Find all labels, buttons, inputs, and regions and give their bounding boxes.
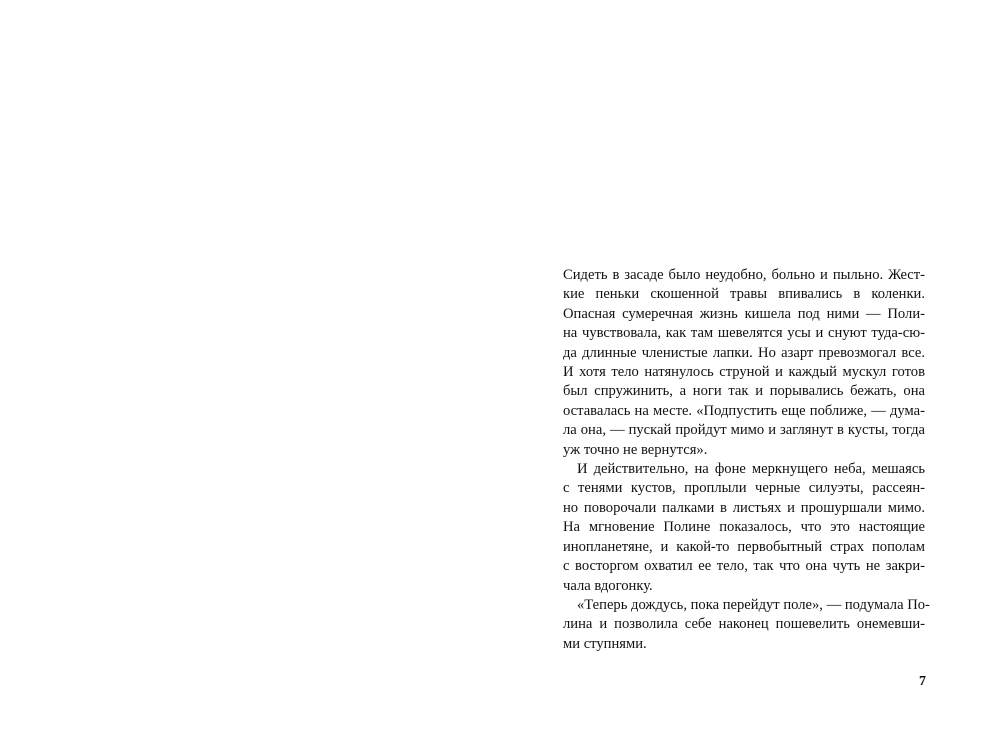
text-line: чала вдогонку.: [563, 577, 653, 594]
right-page: [500, 0, 1000, 750]
text-line: да длинные членистые лапки. Но азарт превозмогал все.: [563, 344, 925, 361]
text-line: был спружинить, а ноги так и порывались бежать, она: [563, 383, 925, 400]
text-line: с восторгом охватил ее тело, так что она чуть не закри-: [563, 558, 925, 575]
text-line: Сидеть в засаде было неудобно, больно и пыльно. Жест-: [563, 267, 925, 283]
text-line: На мгновение Полине показалось, что это настоящие: [563, 519, 925, 536]
text-line: лина и позволила себе наконец пошевелить онемевши-: [563, 616, 925, 633]
page-number: 7: [919, 674, 926, 689]
text-line: с тенями кустов, проплыли черные силуэты, рассеян-: [563, 480, 925, 497]
body-text: [563, 266, 930, 654]
text-line: уж точно не вернутся».: [563, 441, 708, 458]
text-line: ми ступнями.: [563, 635, 647, 652]
text-line: кие пеньки скошенной травы впивались в коленки.: [563, 286, 925, 303]
text-line: ла она, — пускай пройдут мимо и заглянут в кусты, тогда: [563, 422, 925, 439]
text-line: И действительно, на фоне меркнущего неба, мешаясь: [577, 461, 925, 478]
text-line: «Теперь дождусь, пока перейдут поле», — подумала По-: [577, 596, 930, 613]
text-line: инопланетяне, и какой-то первобытный страх пополам: [563, 538, 925, 555]
text-line: на чувствовала, как там шевелятся усы и снуют туда-сю-: [563, 325, 925, 342]
text-line: Опасная сумеречная жизнь кишела под ними — Поли-: [563, 305, 925, 322]
text-line: но поворочали палками в листьях и прошуршали мимо.: [563, 499, 925, 516]
text-line: И хотя тело натянулось струной и каждый мускул готов: [563, 364, 925, 381]
text-line: оставалась на месте. «Подпустить еще поближе, — дума-: [563, 402, 925, 419]
